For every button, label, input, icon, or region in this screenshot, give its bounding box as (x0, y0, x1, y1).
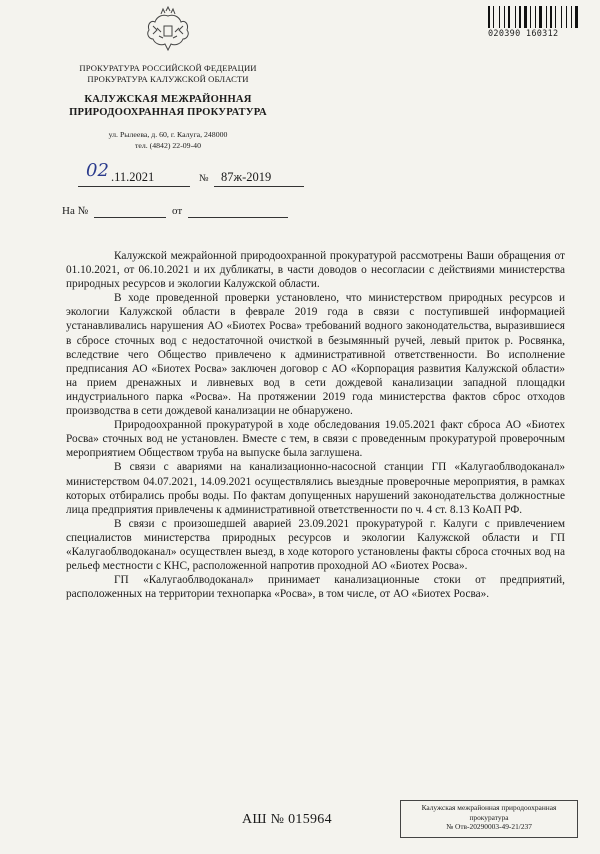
barcode-bar (561, 6, 562, 28)
handwritten-day: 02 (86, 160, 109, 181)
barcode-bar (522, 6, 523, 28)
barcode-bar (511, 6, 514, 28)
registration-stamp (400, 800, 578, 838)
org-title-2: ПРИРОДООХРАННАЯ ПРОКУРАТУРА (69, 107, 267, 118)
org-title-1: КАЛУЖСКАЯ МЕЖРАЙОННАЯ (84, 94, 252, 105)
barcode-bar (573, 6, 574, 28)
barcode-bar (555, 6, 556, 28)
barcode-number: 020390 160312 (488, 29, 559, 39)
barcode-bar (539, 6, 542, 28)
outgoing-date-number (78, 160, 308, 189)
barcode-bar (519, 6, 521, 28)
barcode-bars (488, 6, 580, 28)
date-underline (78, 186, 190, 187)
barcode-bar (571, 6, 572, 28)
barcode-bar (563, 6, 565, 28)
paragraph: В связи с произошедшей аварией 23.09.2021 прокуратурой г. Калуги с привлечением специалистов министерства природных ресурсов и экологии Калужской области и ГП «Калугаоблводоканал» осуществлен выезд, в ходе которого установлены факты сброса сточных вод на рельеф местности с КНС, расположенной напротив проходной АО «Биотех Росва». (66, 517, 565, 573)
letterhead (50, 63, 286, 151)
barcode-bar (548, 6, 549, 28)
barcode-bar (553, 6, 554, 28)
paragraph: Природоохранной прокуратурой в ходе обследования 19.05.2021 факт сброса АО «Биотех Росва» сточных вод не установлен. Вместе с тем, в связи с проведенным прокуратурой проверочным мероприятием Обществом труба на выпуске была заглушена. (66, 419, 565, 460)
number-underline (214, 186, 304, 187)
org-phone: тел. (4842) 22-09-40 (135, 141, 201, 150)
barcode-bar (524, 6, 527, 28)
coat-of-arms-emblem-icon (143, 6, 193, 56)
barcode-bar (566, 6, 567, 28)
barcode (488, 6, 580, 39)
printed-date: .11.2021 (111, 170, 155, 184)
barcode-bar (530, 6, 531, 28)
barcode-bar (488, 6, 490, 28)
barcode-bar (557, 6, 560, 28)
barcode-bar (515, 6, 516, 28)
barcode-bar (499, 6, 500, 28)
barcode-bar (537, 6, 538, 28)
barcode-bar (491, 6, 492, 28)
barcode-bar (504, 6, 505, 28)
barcode-bar (506, 6, 507, 28)
reference-line (62, 205, 302, 221)
paragraph: В связи с авариями на канализационно-насосной станции ГП «Калугаоблводоканал» министерством 04.07.2021, 14.09.2021 осуществлялись выездные проверочные мероприятия, в рамках которых отбирались пробы воды. По фактам допущенных нарушений законодательства должностные лица предприятия привлечены к административной ответственности по ч. 4 ст. 8.13 КоАП РФ. (66, 461, 565, 516)
letter-body (66, 249, 565, 601)
barcode-bar (550, 6, 552, 28)
outgoing-number: 87ж-2019 (221, 170, 272, 184)
barcode-bar (517, 6, 518, 28)
paragraph: ГП «Калугаоблводоканал» принимает канализационные стоки от предприятий, расположенных на территории технопарка «Росва», в том числе, от АО «Биотех Росва». (66, 574, 565, 601)
barcode-bar (493, 6, 494, 28)
barcode-bar (508, 6, 510, 28)
stamp-line-2: прокуратура (469, 812, 509, 822)
stamp-line-3: № Отв-20290003-49-21/237 (446, 822, 532, 831)
ref-from-label: от (172, 205, 183, 217)
barcode-bar (568, 6, 570, 28)
paragraph: В ходе проведенной проверки установлено, что министерством природных ресурсов и экологии Калужской области в феврале 2019 года в связи с поступившей информацией устанавливались нарушения АО «Биотех Росва» требований водного законодательства, выразившиеся в сбросе сточных вод с недостаточной очисткой в безымянный ручей, левый приток р. Росвянка, вследствие чего Общество привлечено к административной ответственности. Во исполнение предписания АО «Биотех Росва» заключен договор с АО «Корпорация развития Калужской области» на прием дренажных и ливневых вод в сети дождевой канализации западной площадки индустриального парка «Росва». На протяжении 2019 года министерства фактов сброс отходов производства в сети дождевой канализации не обнаружено. (66, 292, 565, 418)
stamp-line-1: Калужская межрайонная природоохранная (421, 803, 557, 812)
ref-on-label: На № (62, 205, 89, 217)
barcode-bar (532, 6, 534, 28)
form-serial-number: АШ № 015964 (242, 812, 332, 827)
ref-number-blank (94, 217, 166, 218)
barcode-bar (495, 6, 498, 28)
barcode-bar (501, 6, 503, 28)
barcode-bar (543, 6, 545, 28)
number-label: № (199, 173, 209, 184)
org-line-2: ПРОКУРАТУРА КАЛУЖСКОЙ ОБЛАСТИ (87, 74, 249, 84)
barcode-bar (546, 6, 547, 28)
ref-date-blank (188, 217, 288, 218)
barcode-bar (575, 6, 578, 28)
barcode-bar (535, 6, 536, 28)
org-line-1: ПРОКУРАТУРА РОССИЙСКОЙ ФЕДЕРАЦИИ (79, 63, 257, 73)
org-address: ул. Рылеева, д. 60, г. Калуга, 248000 (108, 130, 228, 139)
paragraph: Калужской межрайонной природоохранной прокуратурой рассмотрены Ваши обращения от 01.10.2021, от 06.10.2021 и их дубликаты, в части доводов о несогласии с действиями министерства природных ресурсов и экологии Калужской области. (66, 250, 565, 291)
barcode-bar (528, 6, 529, 28)
